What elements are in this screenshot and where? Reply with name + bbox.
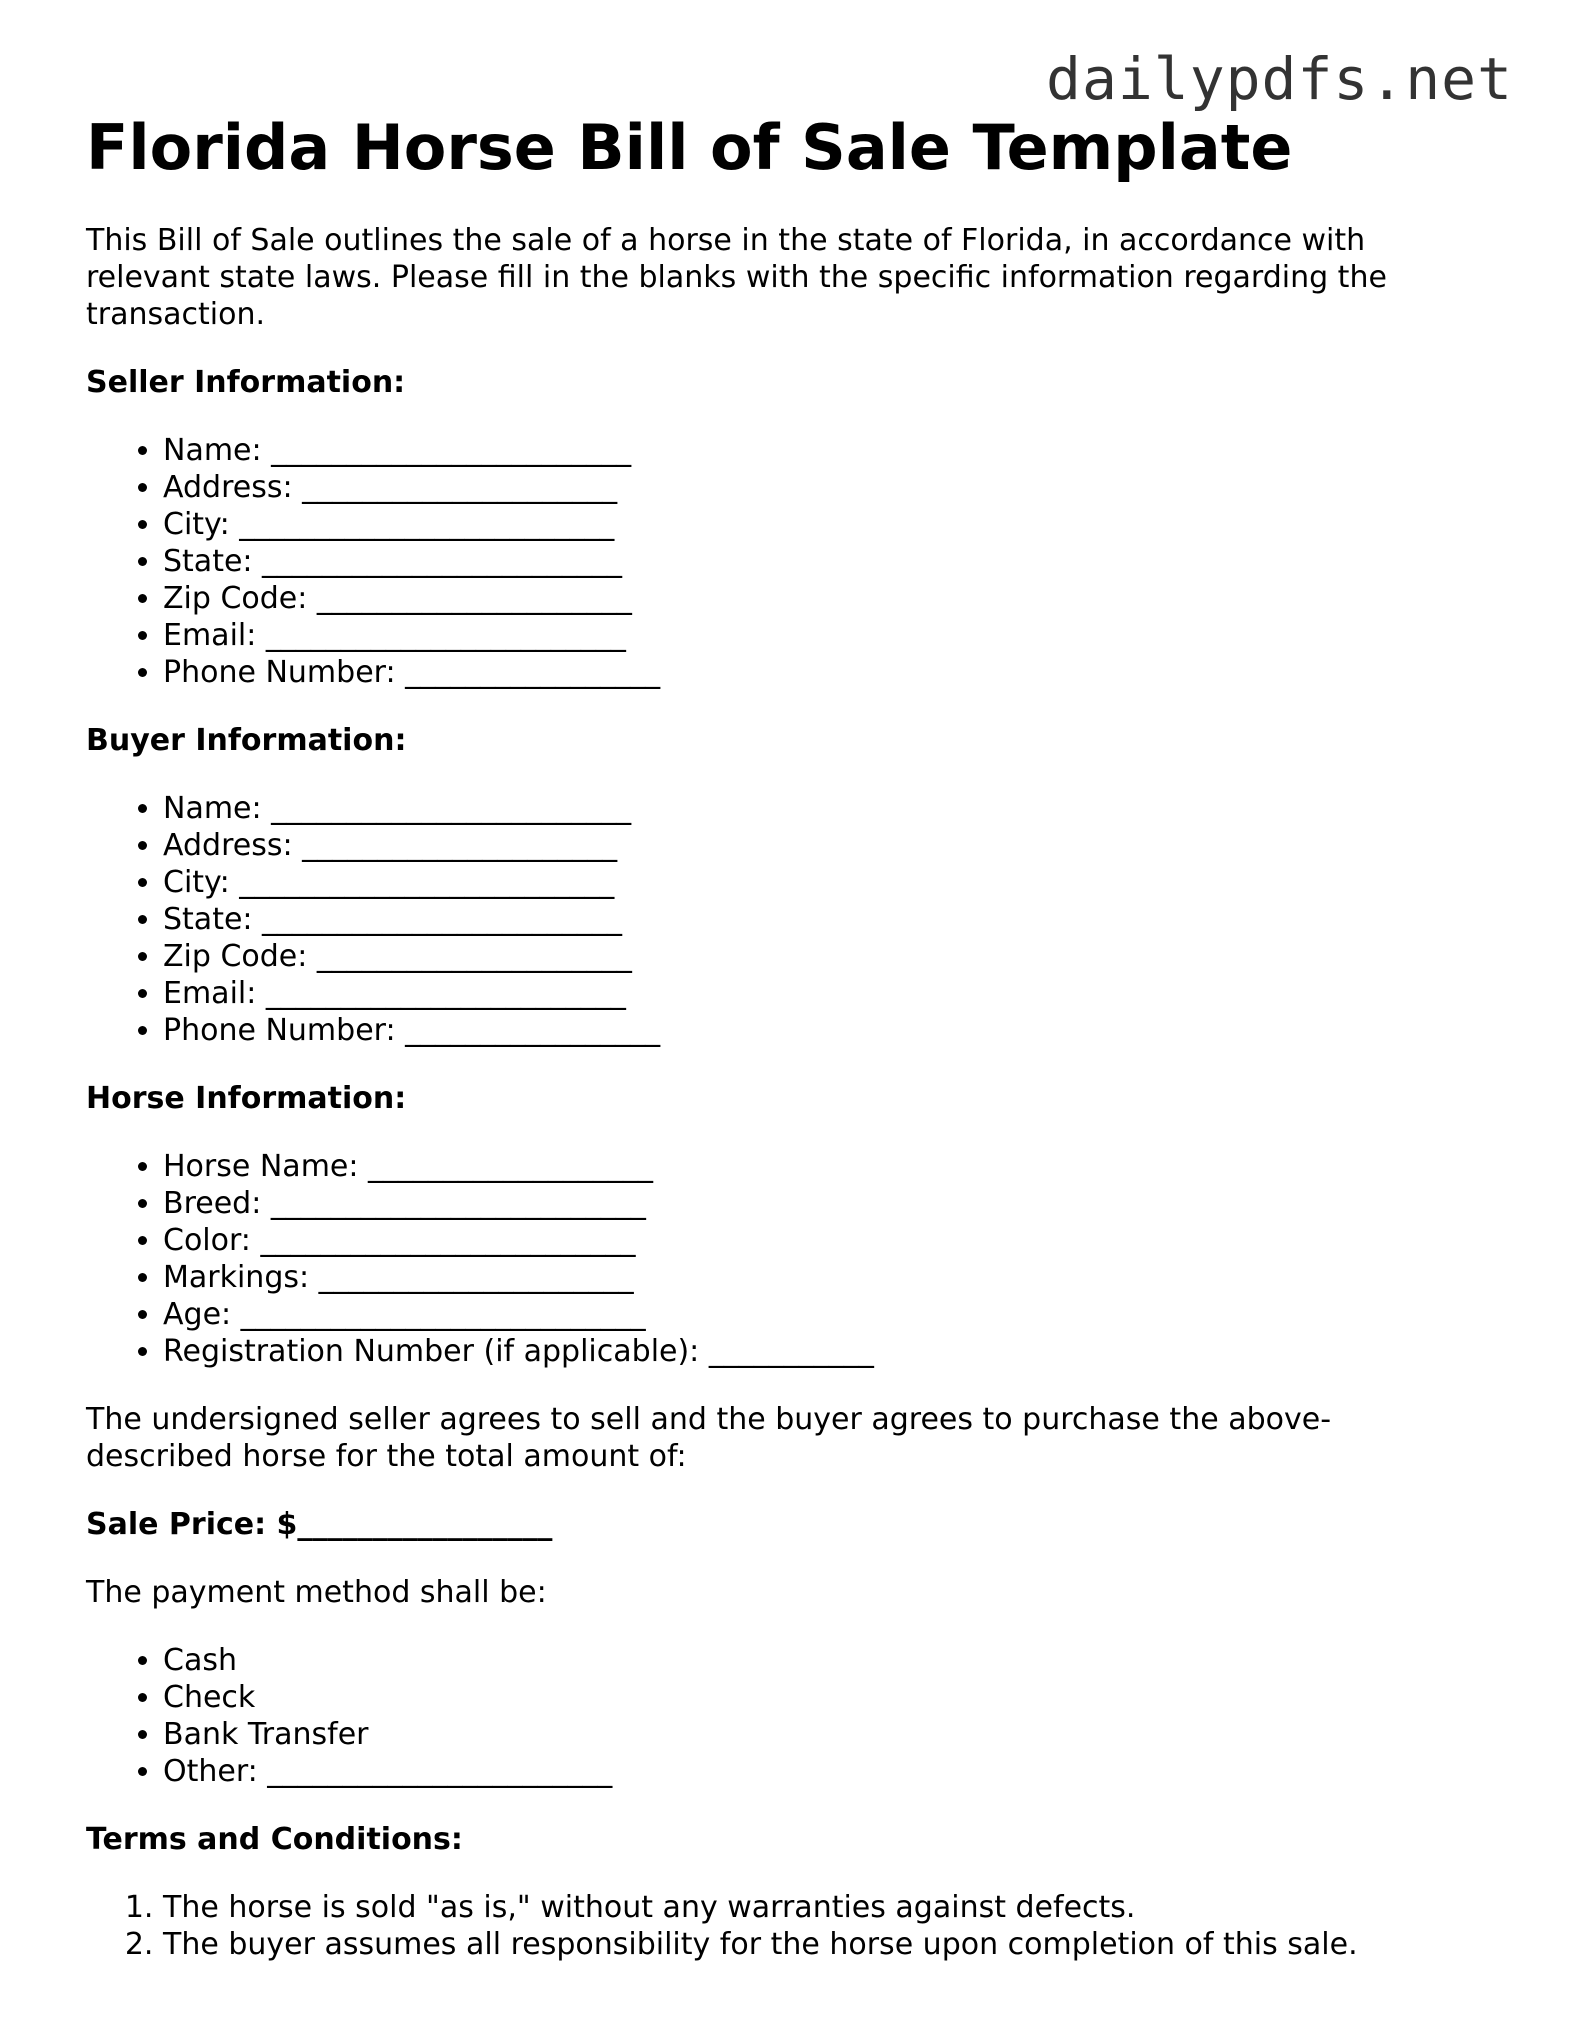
payment-option-check: • Check [163, 1679, 1486, 1716]
payment-option-bank-transfer: • Bank Transfer [163, 1716, 1486, 1753]
agreement-paragraph: The undersigned seller agrees to sell and the buyer agrees to purchase the above-described horse for the total amount of: [86, 1402, 1332, 1474]
seller-address-field: • Address: _____________________ [163, 469, 1486, 506]
horse-age-field: • Age: ___________________________ [163, 1296, 1486, 1333]
horse-breed-field: • Breed: _________________________ [163, 1185, 1486, 1222]
page-title: Florida Horse Bill of Sale Template [86, 111, 1293, 184]
terms-list [86, 1889, 1486, 1963]
intro-paragraph: This Bill of Sale outlines the sale of a horse in the state of Florida, in accordance with relevant state laws. Please fill in the blanks with the specific information regarding the transaction. [86, 223, 1387, 332]
buyer-city-field: • City: _________________________ [163, 864, 1486, 901]
seller-fields-list [86, 432, 1486, 691]
buyer-state-field: • State: ________________________ [163, 901, 1486, 938]
horse-registration-field: • Registration Number (if applicable): ___________ [163, 1333, 1486, 1370]
seller-state-field: • State: ________________________ [163, 543, 1486, 580]
watermark: dailypdfs.net [1046, 45, 1513, 113]
buyer-address-field: • Address: _____________________ [163, 827, 1486, 864]
sale-price-field: Sale Price: $_________________ [86, 1507, 553, 1542]
payment-method-intro: The payment method shall be: [86, 1575, 547, 1610]
buyer-phone-field: • Phone Number: _________________ [163, 1012, 1486, 1049]
horse-fields-list [86, 1148, 1486, 1370]
payment-options-list [86, 1642, 1486, 1790]
horse-name-field: • Horse Name: ___________________ [163, 1148, 1486, 1185]
seller-name-field: • Name: ________________________ [163, 432, 1486, 469]
horse-heading: Horse Information: [86, 1081, 407, 1116]
buyer-fields-list [86, 790, 1486, 1049]
horse-color-field: • Color: _________________________ [163, 1222, 1486, 1259]
seller-email-field: • Email: ________________________ [163, 617, 1486, 654]
term-item: 1. The horse is sold "as is," without any warranties against defects. [163, 1889, 1486, 1926]
horse-markings-field: • Markings: _____________________ [163, 1259, 1486, 1296]
buyer-email-field: • Email: ________________________ [163, 975, 1486, 1012]
payment-option-other: • Other: _______________________ [163, 1753, 1486, 1790]
buyer-zip-field: • Zip Code: _____________________ [163, 938, 1486, 975]
buyer-heading: Buyer Information: [86, 723, 407, 758]
payment-option-cash: • Cash [163, 1642, 1486, 1679]
terms-heading: Terms and Conditions: [86, 1822, 463, 1857]
seller-city-field: • City: _________________________ [163, 506, 1486, 543]
document-body [86, 112, 1486, 1994]
buyer-name-field: • Name: ________________________ [163, 790, 1486, 827]
term-item: 2. The buyer assumes all responsibility for the horse upon completion of this sale. [163, 1926, 1486, 1963]
seller-phone-field: • Phone Number: _________________ [163, 654, 1486, 691]
seller-heading: Seller Information: [86, 365, 406, 400]
seller-zip-field: • Zip Code: _____________________ [163, 580, 1486, 617]
